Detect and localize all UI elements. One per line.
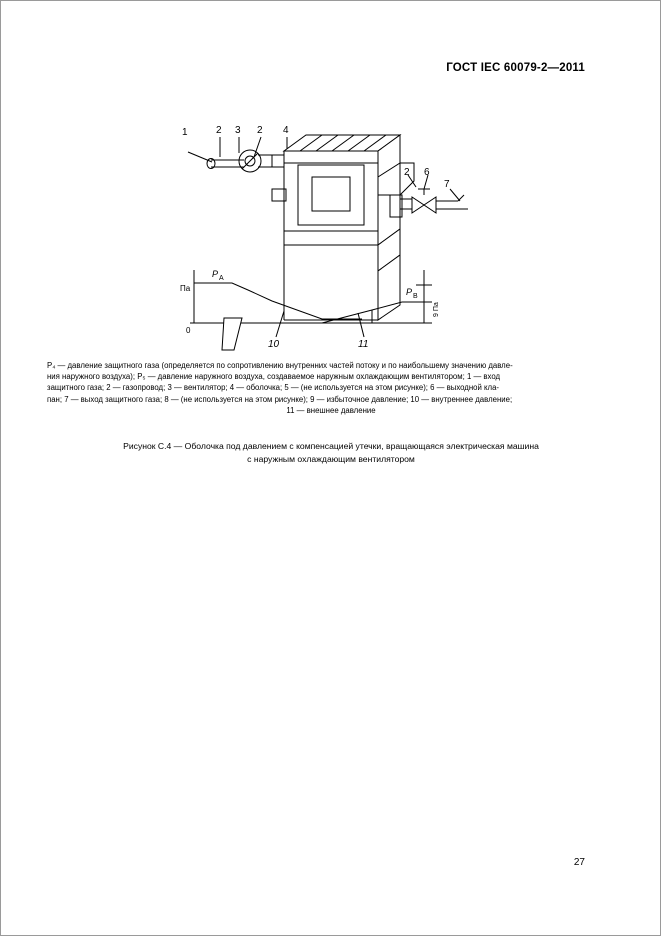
figure-label-2c: 2 (404, 167, 410, 178)
figure-label-4: 4 (283, 125, 289, 136)
figure-title-line-1: Рисунок С.4 — Оболочка под давлением с компенсацией утечки, вращающаяся электрическая машина (123, 441, 539, 451)
figure-label-2a: 2 (216, 125, 222, 136)
figure-label-10: 10 (268, 339, 280, 350)
figure-label-7: 7 (444, 179, 450, 190)
page-number: 27 (573, 857, 585, 868)
figure-label-pb: P (406, 287, 413, 297)
legend-line-1: P₄ — давление защитного газа (определяется по сопротивлению внутренних частей потоку и по наибольшему значению давле- (47, 361, 513, 370)
figure-label-pb-sub: B (413, 293, 418, 300)
figure-label-pa: P (212, 269, 219, 279)
figure-label-pa-sub: A (219, 275, 224, 282)
legend-line-2: ния наружного воздуха); P₅ — давление наружного воздуха, создаваемое наружным охлаждающим вентилятором; 1 — вход (47, 372, 501, 382)
figure-axis-origin: 0 (186, 326, 191, 335)
legend-line-3: защитного газа; 2 — газопровод; 3 — вентилятор; 4 — оболочка; 5 — (не используется на этом рисунке); 6 — выходной кла- (47, 383, 500, 393)
figure-label-6: 6 (424, 167, 430, 178)
figure-title (47, 440, 615, 466)
figure-label-3: 3 (235, 125, 241, 136)
figure-title-line-2: с наружным охлаждающим вентилятором (247, 454, 415, 464)
document-header: ГОСТ IEC 60079-2—2011 (446, 62, 585, 74)
figure-legend (47, 360, 615, 416)
figure-label-1: 1 (182, 127, 188, 138)
technical-drawing-svg (72, 105, 592, 355)
legend-line-5: 11 — внешнее давление (286, 405, 376, 415)
figure-label-2b: 2 (257, 125, 263, 136)
legend-line-4: пан; 7 — выход защитного газа; 8 — (не используется на этом рисунке); 9 — избыточное давление; 10 — внутреннее давление; (47, 394, 513, 404)
figure-label-11: 11 (358, 339, 369, 350)
figure-axis-unit: Па (180, 284, 191, 293)
figure-axis-right-label: 9 Па (433, 302, 440, 317)
figure-c4-drawing (72, 105, 592, 355)
